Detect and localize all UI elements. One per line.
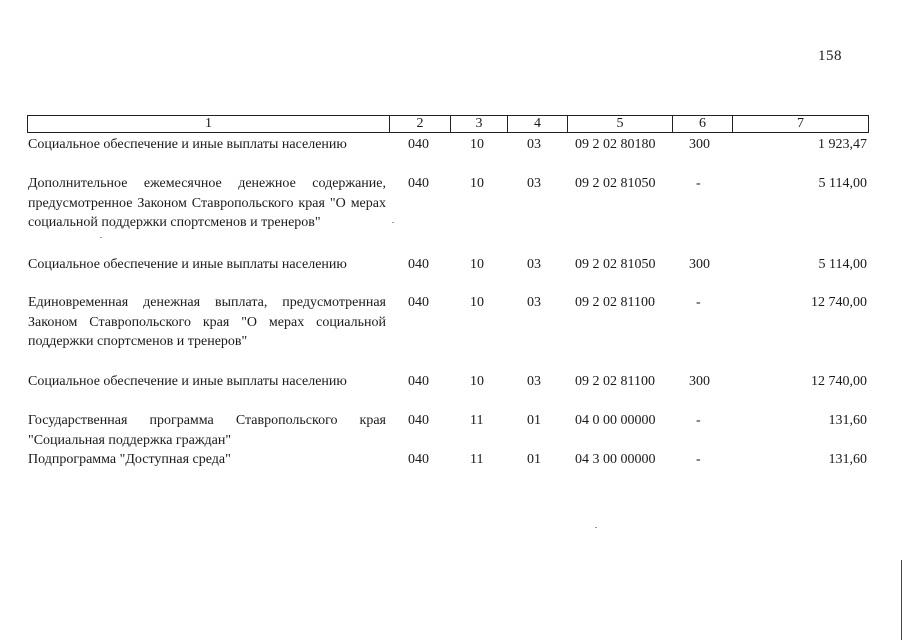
row-amount: 12 740,00 [811,295,867,310]
row-article: 09 2 02 81050 [575,176,656,191]
header-col-3: 3 [451,116,508,132]
header-col-7: 7 [797,116,804,131]
row-subsection: 01 [527,452,541,467]
row-code: 040 [408,374,429,389]
row-code: 040 [408,413,429,428]
row-amount: 131,60 [828,413,867,428]
page-number: 158 [818,48,842,64]
scan-speck [392,222,394,223]
row-subsection: 01 [527,413,541,428]
row-article: 09 2 02 81100 [575,374,655,389]
row-subsection: 03 [527,295,541,310]
row-amount: 1 923,47 [818,137,867,152]
row-article: 09 2 02 81100 [575,295,655,310]
row-article: 04 3 00 00000 [575,452,656,467]
row-type: 300 [689,374,710,389]
row-description: Единовременная денежная выплата, предусмотренная Законом Ставропольского края "О мерах социальной поддержки спортсменов и тренеров" [28,295,386,349]
row-subsection: 03 [527,176,541,191]
row-article: 09 2 02 80180 [575,137,656,152]
row-amount: 5 114,00 [818,257,867,272]
row-code: 040 [408,257,429,272]
row-section: 10 [470,374,484,389]
row-code: 040 [408,295,429,310]
row-section: 10 [470,257,484,272]
row-code: 040 [408,137,429,152]
row-type: - [696,295,701,310]
row-type: - [696,413,701,428]
row-type: 300 [689,137,710,152]
header-col-2: 2 [390,116,451,132]
row-type: - [696,176,701,191]
row-section: 11 [470,413,484,428]
table-header [27,115,869,133]
scan-speck [100,237,102,238]
row-section: 10 [470,295,484,310]
row-description: Социальное обеспечение и иные выплаты населению [28,374,347,389]
row-subsection: 03 [527,137,541,152]
row-description: Социальное обеспечение и иные выплаты населению [28,137,347,152]
row-description: Подпрограмма "Доступная среда" [28,452,231,467]
row-subsection: 03 [527,374,541,389]
row-code: 040 [408,176,429,191]
row-type: 300 [689,257,710,272]
row-section: 11 [470,452,484,467]
row-description: Социальное обеспечение и иные выплаты населению [28,257,347,272]
header-col-5: 5 [568,116,673,132]
row-code: 040 [408,452,429,467]
scan-edge-line [901,560,902,640]
row-description: Дополнительное ежемесячное денежное содержание, предусмотренное Законом Ставропольского края "О мерах социальной поддержки спортсменов и тренеров" [28,176,386,230]
row-section: 10 [470,176,484,191]
row-amount: 5 114,00 [818,176,867,191]
scan-speck [595,527,597,528]
header-col-6: 6 [673,116,733,132]
row-amount: 12 740,00 [811,374,867,389]
row-section: 10 [470,137,484,152]
row-subsection: 03 [527,257,541,272]
row-description: Государственная программа Ставропольского края "Социальная поддержка граждан" [28,413,386,448]
row-article: 09 2 02 81050 [575,257,656,272]
row-article: 04 0 00 00000 [575,413,656,428]
header-col-4: 4 [508,116,568,132]
row-amount: 131,60 [828,452,867,467]
row-type: - [696,452,701,467]
header-col-1: 1 [28,116,390,132]
